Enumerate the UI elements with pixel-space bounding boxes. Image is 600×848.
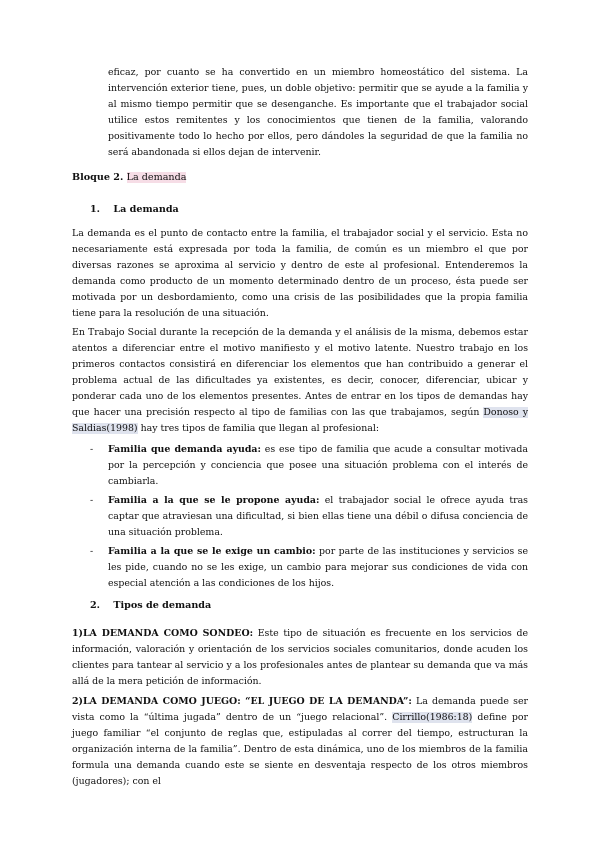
intro-paragraph: eficaz, por cuanto se ha convertido en un miembro homeostático del sistema. La intervención exterior tiene, pues, un doble objetivo: permitir que se ayude a la familia y al mismo tiempo permitir que se desenganche. Es importante que el trabajador social utilice estos remitentes y los conocimientos que tienen de la familia, valorando positivamente todo lo hecho por ellos, pero dándoles la seguridad de que la familia no será abandonada si ellos dejan de intervenir.	[108, 67, 528, 158]
section1-paragraph-1: La demanda es el punto de contacto entre la familia, el trabajador social y el servicio. Esta no necesariamente está expresada por toda la familia, de común es un miembro el que por diversas razones se aproxima al servicio y dentro de este al profesional. Entenderemos la demanda como producto de un momento determinado dentro de un proceso, ésta puede ser motivada por un desbordamiento, como una crisis de las posibilidades que la propia familia tiene para la resolución de una situación.	[72, 228, 528, 319]
section2-paragraph-1	[72, 626, 528, 690]
list-item-text: es ese tipo de familia que acude a consultar motivada por la percepción y conciencia que posee una situación problema con el interés de cambiarla.	[108, 444, 528, 487]
section1-paragraph-2	[72, 325, 528, 437]
bullet-dash: -	[90, 546, 94, 557]
section1-number: 1.	[90, 204, 101, 215]
list-item-term: Familia que demanda ayuda:	[108, 444, 261, 455]
bloque-heading	[72, 172, 186, 183]
family-types-list	[90, 442, 528, 595]
bullet-dash: -	[90, 495, 94, 506]
demand-type-1-term: 1)LA DEMANDA COMO SONDEO:	[72, 628, 254, 639]
citation-cirrillo: Cirrillo(1986:18)	[392, 712, 473, 723]
bullet-dash: -	[90, 444, 94, 455]
list-item	[90, 544, 528, 592]
section2-heading	[90, 600, 211, 611]
bloque-label: Bloque 2.	[72, 172, 124, 183]
bloque-title: La demanda	[126, 172, 187, 183]
section1-p2-tail: hay tres tipos de familia que llegan al profesional:	[140, 423, 379, 434]
section2-number: 2.	[90, 600, 101, 611]
list-item-term: Familia a la que se le propone ayuda:	[108, 495, 320, 506]
section1-heading	[90, 204, 179, 215]
list-item-term: Familia a la que se le exige un cambio:	[108, 546, 316, 557]
section1-p2-text: En Trabajo Social durante la recepción de la demanda y el análisis de la misma, debemos estar atentos a diferenciar entre el motivo manifiesto y el motivo latente. Nuestro trabajo en los primeros contactos consistirá en diferenciar los elementos que han contribuido a generar el problema actual de las dificultades ya existentes, es decir, conocer, diferenciar, ubicar y ponderar cada uno de los elementos presentes. Antes de entrar en los tipos de demandas hay que hacer una precisión respecto al tipo de familias con las que trabajamos, según	[72, 327, 528, 418]
section2-title: Tipos de demanda	[113, 600, 212, 611]
list-item-text: por parte de las instituciones y servicios se les pide, cuando no se les exige, un cambio para mejorar sus condiciones de vida con especial atención a las condiciones de los hijos.	[108, 546, 529, 589]
demand-type-2-text: La demanda puede ser vista como la “última jugada” dentro de un “juego relacional”.	[72, 696, 528, 723]
list-item-text: el trabajador social le ofrece ayuda tras captar que atraviesan una dificultad, si bien ellas tiene una débil o difusa conciencia de una situación problema.	[108, 495, 528, 538]
demand-type-2-term: 2)LA DEMANDA COMO JUEGO: “EL JUEGO DE LA DEMANDA”:	[72, 696, 412, 707]
list-item	[90, 442, 528, 490]
demand-type-1-text: Este tipo de situación es frecuente en los servicios de información, valoración y orientación de los servicios sociales comunitarios, donde acuden los clientes para tantear al servicio y a los profesionales antes de plantear su demanda que va más allá de la mera petición de información.	[72, 628, 528, 687]
section2-paragraph-2	[72, 694, 528, 790]
section1-title: La demanda	[113, 204, 179, 215]
demand-type-2-tail: define por juego familiar “el conjunto de reglas que, estipuladas al correr del tiempo, estructuran la organización interna de la familia”. Dentro de esta dinámica, uno de los miembros de la familia formula una demanda cuando este se siente en desventaja respecto de los otros miembros (jugadores); con el	[72, 712, 529, 787]
citation-donoso: Donoso y Saldias(1998)	[72, 407, 528, 434]
list-item	[90, 493, 528, 541]
